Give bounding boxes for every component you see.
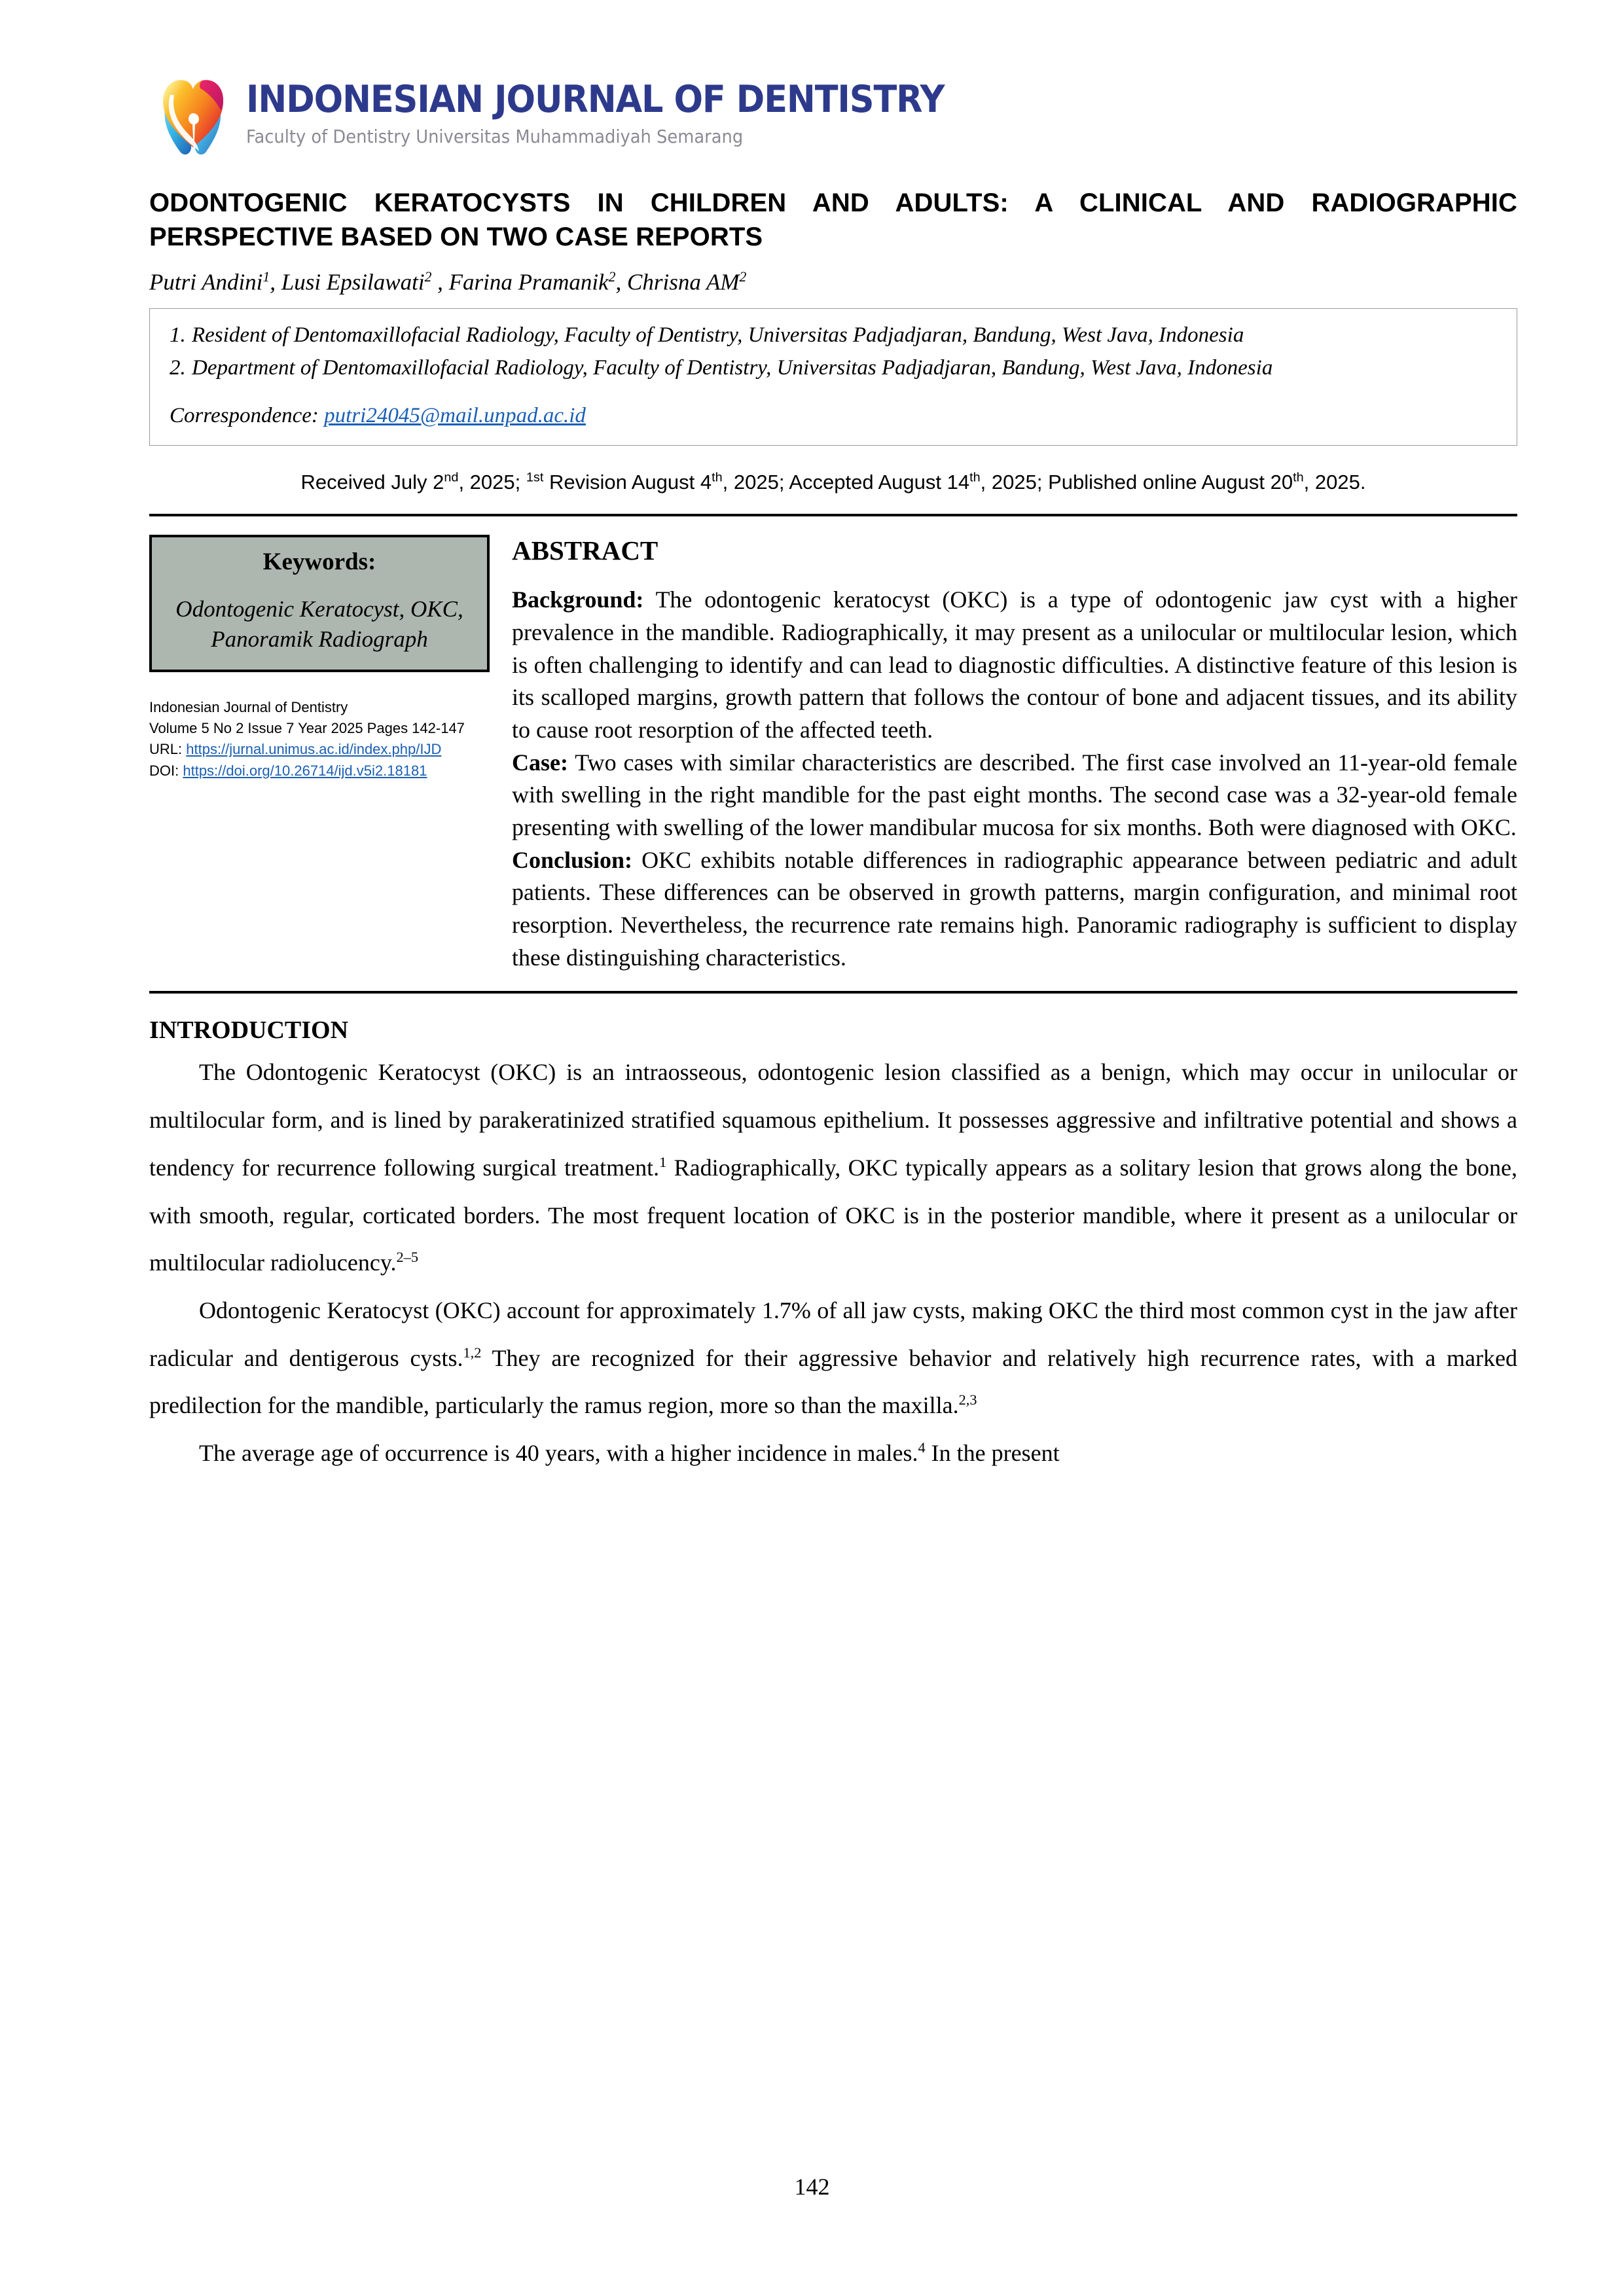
- page-content: [149, 63, 1517, 1477]
- author-list: Putri Andini$^1$, Lusi Epsilawati$^2$ , Farina Pramanik$^2$, Chrisna $AM^2$: [149, 269, 747, 295]
- abstract-conclusion-text: OKC exhibits notable differences in radiographic appearance between pediatric and adult patients. These differences can be observed in growth patterns, margin configuration, and minimal root resorption. Nevertheless, the recurrence rate remains high. Panoramic radiography is sufficient to display these distinguishing characteristics.: [512, 846, 1517, 971]
- affiliation-number-1: 1.: [170, 323, 186, 347]
- abstract-body: [512, 535, 1517, 974]
- journal-meta-name: Indonesian Journal of Dentistry: [149, 698, 348, 715]
- divider-above-abstract: [149, 514, 1517, 516]
- abstract-case-text: Two cases with similar characteristics are described. The first case involved an 11-year-old female with swelling in the right mandible for the past eight months. The second case was a 32-year-old female presenting with swelling of the lower mandibular mucosa for six months. Both were diagnosed with OKC.: [512, 749, 1517, 841]
- affiliation-item-1: [170, 319, 1497, 351]
- page-number-footer: 142: [794, 2174, 830, 2200]
- abstract-background-paragraph: [512, 584, 1517, 746]
- doi-label: DOI:: [149, 762, 179, 779]
- journal-title: INDONESIAN JOURNAL OF DENTISTRY: [246, 77, 945, 121]
- affiliation-list: [170, 319, 1497, 384]
- keywords-box: [149, 535, 490, 672]
- journal-metadata: [149, 697, 490, 781]
- introduction-paragraph-2: Odontogenic Keratocyst (OKC) account for approximately 1.7% of all jaw cysts, making OKC the third most common cyst in the jaw after radicular and dentigerous cysts.$^{1,2}$ They are recognized for their aggressive behavior and relatively high recurrence rates, with a marked predilection for the mandible, particularly the ramus region, more so than the maxilla.$^{2,3}$: [149, 1297, 1517, 1419]
- correspondence-line: [170, 401, 1497, 431]
- correspondence-label: Correspondence:: [170, 404, 319, 427]
- abstract-conclusion-label: Conclusion:: [512, 846, 633, 873]
- masthead-text: [246, 79, 1005, 146]
- publication-dates: Received July 2nd, 2025; $^{1st}$ Revision August 4th, 2025; Accepted August 14th, 2025; Published online August 20th, 2025.: [300, 470, 1366, 494]
- journal-logo-icon: [154, 69, 232, 155]
- journal-meta-url-line: [149, 739, 490, 760]
- abstract-background-text: The odontogenic keratocyst (OKC) is a type of odontogenic jaw cyst with a higher prevalence in the mandible. Radiographically, it may present as a unilocular or multilocular lesion, which is often challenging to identify and can lead to diagnostic difficulties. A distinctive feature of this lesion is its scalloped margins, growth pattern that follows the contour of bone and adjacent tissues, and its ability to cause root resorption of the affected teeth.: [512, 586, 1517, 744]
- introduction-paragraph-3: The average age of occurrence is 40 years, with a higher incidence in males.$^4$ In the present: [199, 1439, 1060, 1467]
- abstract-heading: ABSTRACT: [512, 535, 659, 566]
- abstract-conclusion-paragraph: [512, 844, 1517, 975]
- abstract-section: [149, 535, 1517, 974]
- correspondence-email-link[interactable]: putri24045@mail.unpad.ac.id: [324, 404, 586, 427]
- introduction-paragraph-1: The Odontogenic Keratocyst (OKC) is an intraosseous, odontogenic lesion classified as a benign, which may occur in unilocular or multilocular form, and is lined by parakeratinized stratified squamous epithelium. It possesses aggressive and infiltrative potential and shows a tendency for recurrence following surgical treatment.$^1$ Radiographically, OKC typically appears as a solitary lesion that grows along the bone, with smooth, regular, corticated borders. The most frequent location of OKC is in the posterior mandible, where it present as a unilocular or multilocular radiolucency.$^{2-5}$: [149, 1059, 1517, 1276]
- introduction-heading: INTRODUCTION: [149, 1016, 349, 1045]
- affiliation-text-1: Resident of Dentomaxillofacial Radiology, Faculty of Dentistry, Universitas Padjadjaran, Bandung, West Java, Indonesia: [192, 323, 1244, 347]
- abstract-background-label: Background:: [512, 586, 644, 613]
- abstract-case-label: Case:: [512, 749, 568, 776]
- journal-url-link[interactable]: https://jurnal.unimus.ac.id/index.php/IJD: [186, 741, 442, 758]
- divider-below-abstract: [149, 991, 1517, 994]
- journal-doi-link[interactable]: https://doi.org/10.26714/ijd.v5i2.18181: [183, 762, 427, 779]
- journal-masthead: [154, 63, 1517, 161]
- affiliation-box: [149, 308, 1517, 446]
- journal-faculty-subtitle: Faculty of Dentistry Universitas Muhammadiyah Semarang: [246, 125, 744, 147]
- url-label: URL:: [149, 741, 183, 758]
- abstract-sidebar: [149, 535, 490, 781]
- affiliation-text-2: Department of Dentomaxillofacial Radiology, Faculty of Dentistry, Universitas Padjadjaran, Bandung, West Java, Indonesia: [192, 355, 1273, 380]
- journal-meta-volume: Volume 5 No 2 Issue 7 Year 2025 Pages 142-147: [149, 720, 465, 737]
- keywords-title: Keywords:: [262, 548, 376, 576]
- abstract-case-paragraph: [512, 747, 1517, 844]
- page-title: ODONTOGENIC KERATOCYSTS IN CHILDREN AND ADULTS: A CLINICAL AND RADIOGRAPHIC PERSPECTIVE BASED ON TWO CASE REPORTS: [149, 188, 1517, 251]
- affiliation-item-2: [170, 352, 1497, 384]
- journal-meta-doi-line: [149, 761, 490, 781]
- keywords-body: Odontogenic Keratocyst, OKC, Panoramik Radiograph: [175, 596, 463, 653]
- affiliation-number-2: 2.: [170, 355, 186, 380]
